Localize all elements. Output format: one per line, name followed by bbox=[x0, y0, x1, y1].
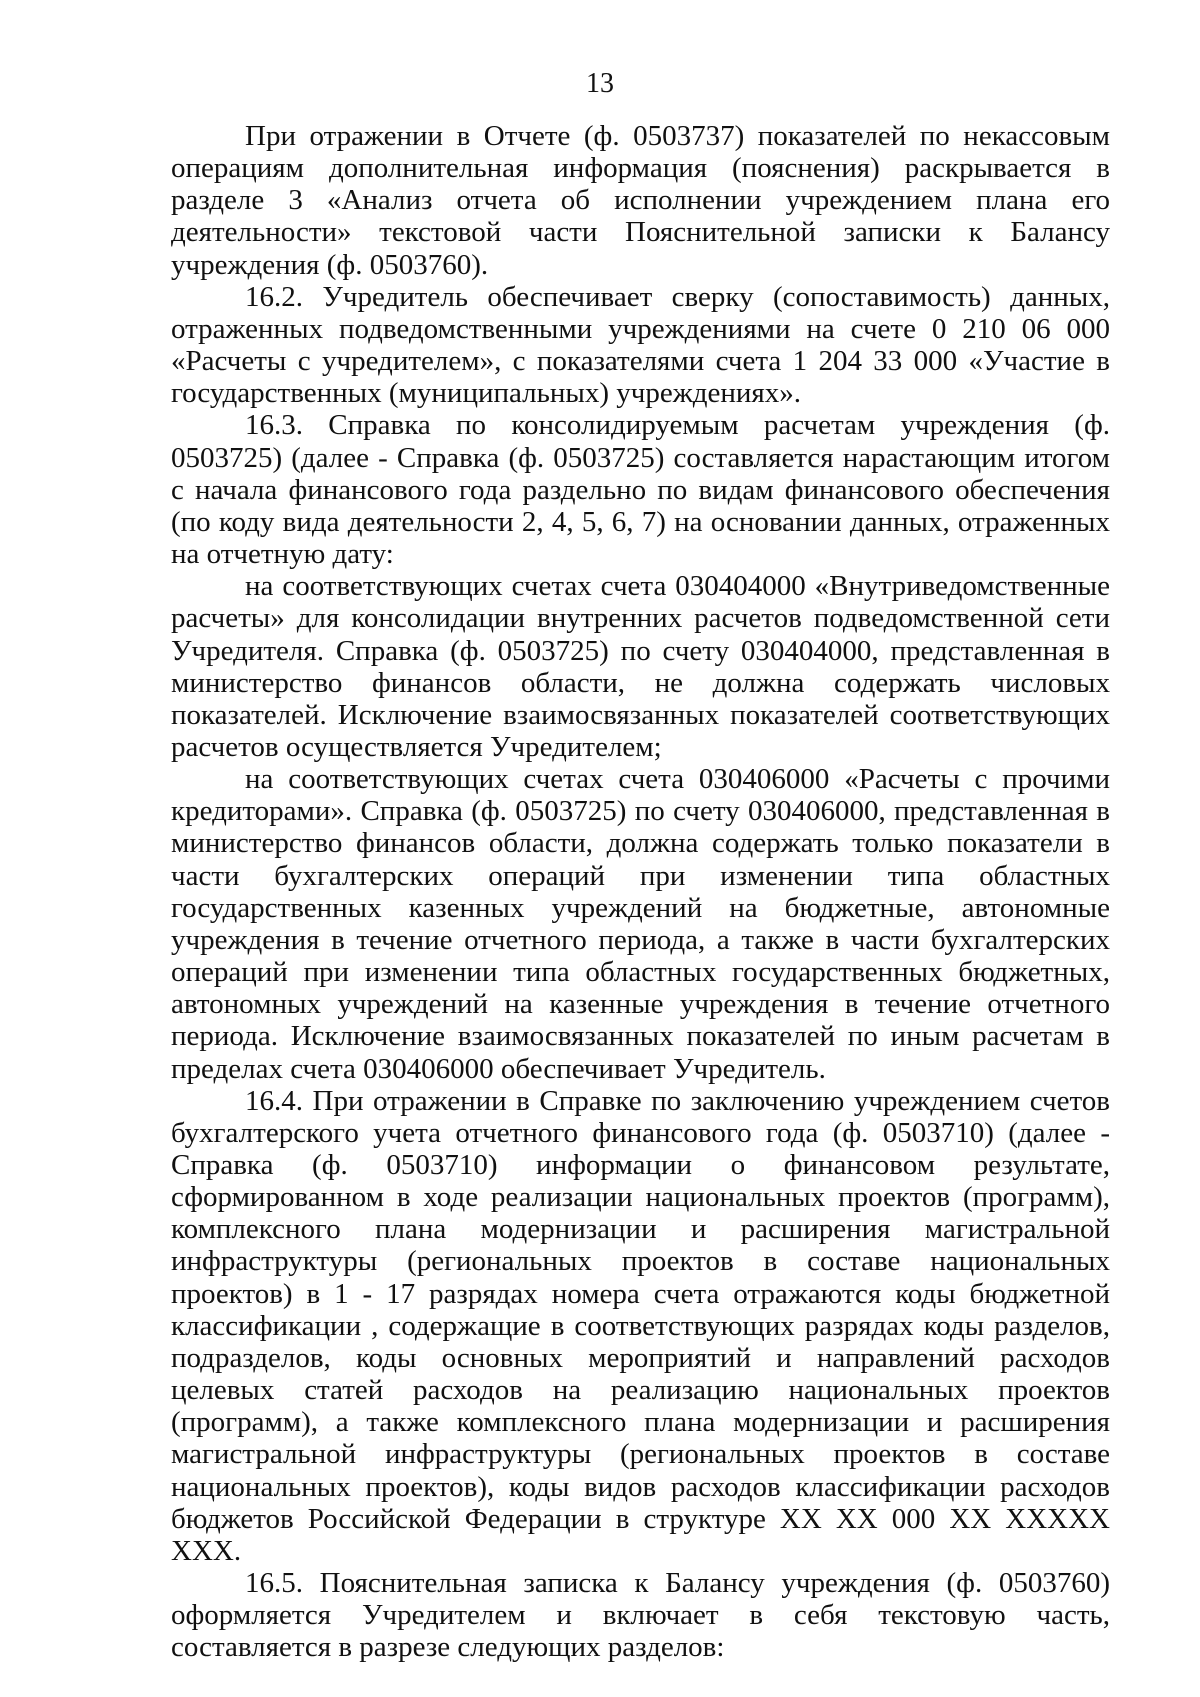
paragraph-16-4: 16.4. При отражении в Справке по заключению учреждением счетов бухгалтерского учета отчетного финансового года (ф. 0503710) (далее - Справка (ф. 0503710) информации о финансовом результате, сформированном в ходе реализации национальных проектов (программ), комплексного плана модернизации и расширения магистральной инфраструктуры (региональных проектов в составе национальных проектов) в 1 - 17 разрядах номера счета отражаются коды бюджетной классификации , содержащие в соответствующих разрядах коды разделов, подразделов, коды основных мероприятий и направлений расходов целевых статей расходов на реализацию национальных проектов (программ), а также комплексного плана модернизации и расширения магистральной инфраструктуры (региональных проектов в составе национальных проектов), коды видов расходов классификации расходов бюджетов Российской Федерации в структуре ХХ ХХ 000 ХХ ХХХХХ ХХХ. bbox=[171, 1084, 1110, 1567]
paragraph-noncash-operations: При отражении в Отчете (ф. 0503737) показателей по некассовым операциям дополнительная информация (пояснения) раскрывается в разделе 3 «Анализ отчета об исполнении учреждением плана его деятельности» текстовой части Пояснительной записки к Балансу учреждения (ф. 0503760). bbox=[171, 120, 1110, 281]
paragraph-16-2: 16.2. Учредитель обеспечивает сверку (сопоставимость) данных, отраженных подведомственными учреждениями на счете 0 210 06 000 «Расчеты с учредителем», с показателями счета 1 204 33 000 «Участие в государственных (муниципальных) учреждениях». bbox=[171, 280, 1110, 410]
paragraph-16-5: 16.5. Пояснительная записка к Балансу учреждения (ф. 0503760) оформляется Учредителем и включает в себя текстовую часть, составляется в разрезе следующих разделов: bbox=[171, 1567, 1110, 1664]
paragraph-16-3: 16.3. Справка по консолидируемым расчетам учреждения (ф. 0503725) (далее - Справка (ф. 0503725) составляется нарастающим итогом с начала финансового года раздельно по видам финансового обеспечения (по коду вида деятельности 2, 4, 5, 6, 7) на основании данных, отраженных на отчетную дату: bbox=[171, 409, 1110, 571]
document-body bbox=[171, 120, 1110, 1664]
page-number: 13 bbox=[586, 68, 614, 99]
paragraph-account-030404000: на соответствующих счетах счета 030404000 «Внутриведомственные расчеты» для консолидации внутренних расчетов подведомственной сети Учредителя. Справка (ф. 0503725) по счету 030404000, представленная в министерство финансов области, не должна содержать числовых показателей. Исключение взаимосвязанных показателей соответствующих расчетов осуществляется Учредителем; bbox=[171, 570, 1110, 763]
paragraph-account-030406000: на соответствующих счетах счета 030406000 «Расчеты с прочими кредиторами». Справка (ф. 0503725) по счету 030406000, представленная в министерство финансов области, должна содержать только показатели в части бухгалтерских операций при изменении типа областных государственных казенных учреждений на бюджетные, автономные учреждения в течение отчетного периода, а также в части бухгалтерских операций при изменении типа областных государственных бюджетных, автономных учреждений на казенные учреждения в течение отчетного периода. Исключение взаимосвязанных показателей по иным расчетам в пределах счета 030406000 обеспечивает Учредитель. bbox=[171, 763, 1110, 1085]
